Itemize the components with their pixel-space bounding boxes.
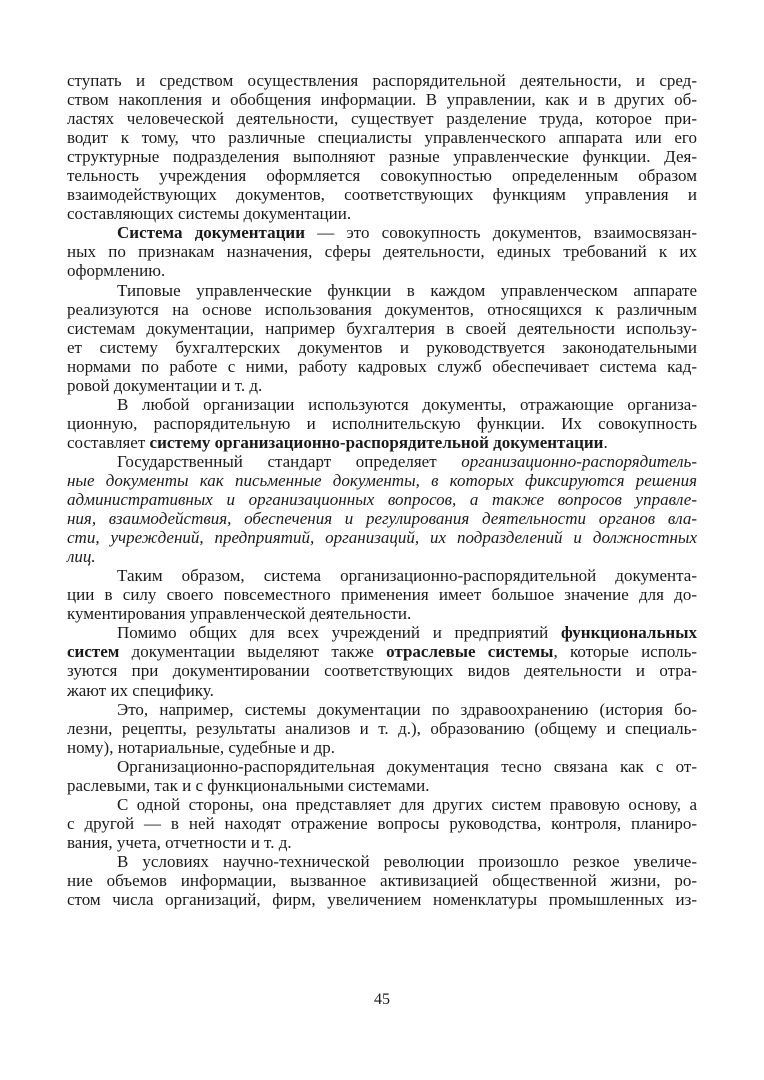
- text-segment: Типовые управленческие функции в каждом управленческом аппарате: [117, 280, 697, 300]
- text-line: [67, 185, 697, 204]
- text-line: [67, 281, 697, 300]
- text-segment: С одной стороны, она представляет для других систем правовую основу, а: [117, 794, 697, 814]
- text-segment: структурные подразделения выполняют разные управленческие функции. Дея-: [67, 147, 697, 167]
- text-line: [67, 719, 697, 738]
- text-line: [67, 376, 697, 395]
- text-line: [67, 300, 697, 319]
- text-segment: , которые исполь-: [553, 642, 697, 662]
- text-line: [67, 261, 697, 280]
- text-segment: зуются при документировании соответствующих видов деятельности и отра-: [67, 661, 697, 681]
- text-segment: составляющих системы документации.: [67, 204, 352, 224]
- bold-term: отраслевые системы: [386, 642, 554, 662]
- text-line: [67, 357, 697, 376]
- text-segment: реализуются на основе использования документов, относящихся к различным: [67, 299, 697, 319]
- paragraph: [67, 757, 697, 795]
- text-line: [67, 890, 697, 909]
- text-segment: раслевыми, так и с функциональными системами.: [67, 775, 430, 795]
- text-line: [67, 395, 697, 414]
- text-line: [67, 566, 697, 585]
- italic-text: ные документы как письменные документы, в которых фиксируются решения: [67, 470, 697, 490]
- paragraph: [67, 852, 697, 909]
- text-line: [67, 814, 697, 833]
- text-segment: Таким образом, система организационно-распорядительной документа-: [117, 566, 697, 586]
- text-segment: Это, например, системы документации по здравоохранению (история бо-: [117, 699, 697, 719]
- text-segment: системам документации, например бухгалтерия в своей деятельности использу-: [67, 318, 697, 338]
- text-segment: Государственный стандарт определяет: [117, 451, 462, 471]
- text-segment: В любой организации используются документы, отражающие организа-: [117, 394, 697, 414]
- text-line: [67, 433, 697, 452]
- text-segment: документации выделяют также: [119, 642, 387, 662]
- text-segment: жают их специфику.: [67, 680, 214, 700]
- paragraph: [67, 281, 697, 395]
- text-segment: нормами по работе с ними, работу кадровых служб обеспечивает система кад-: [67, 356, 697, 376]
- bold-term: систем: [67, 642, 120, 662]
- text-line: [67, 547, 697, 566]
- text-line: [67, 319, 697, 338]
- text-segment: вания, учета, отчетности и т. д.: [67, 832, 292, 852]
- text-segment: кументирования управленческой деятельности.: [67, 604, 412, 624]
- text-segment: — это совокупность документов, взаимосвязан-: [305, 223, 697, 243]
- italic-text: лиц.: [67, 547, 96, 567]
- text-line: [67, 757, 697, 776]
- bold-term: функциональных: [560, 623, 697, 643]
- text-segment: составляет: [67, 432, 150, 452]
- text-segment: ет систему бухгалтерских документов и руководствуется законодательными: [67, 337, 697, 357]
- italic-text: организационно-распорядитель-: [461, 451, 697, 471]
- text-segment: В условиях научно-технической революции произошло резкое увеличе-: [117, 851, 697, 871]
- text-segment: ных по признакам назначения, сферы деятельности, единых требований к их: [67, 242, 697, 262]
- text-line: [67, 223, 697, 242]
- text-line: [67, 528, 697, 547]
- text-line: [67, 509, 697, 528]
- text-line: [67, 661, 697, 680]
- italic-text: административных и организационных вопросов, а также вопросов управле-: [67, 490, 697, 510]
- text-segment: ластях человеческой деятельности, существует разделение труда, которое при-: [67, 109, 697, 129]
- text-line: [67, 338, 697, 357]
- paragraph: [67, 795, 697, 852]
- text-line: [67, 700, 697, 719]
- document-body: [67, 71, 697, 909]
- text-line: [67, 738, 697, 757]
- text-line: [67, 852, 697, 871]
- text-segment: оформлению.: [67, 261, 166, 281]
- paragraph: [67, 452, 697, 566]
- text-line: [67, 681, 697, 700]
- bold-term: Система документации: [117, 223, 305, 243]
- text-line: [67, 128, 697, 147]
- text-line: [67, 109, 697, 128]
- text-segment: ством накопления и обобщения информации. В управлении, как и в других об-: [67, 90, 697, 110]
- text-segment: ции в силу своего повсеместного применения имеет большое значение для до-: [67, 585, 697, 605]
- paragraph: [67, 566, 697, 623]
- paragraph: [67, 395, 697, 452]
- text-line: [67, 871, 697, 890]
- text-segment: .: [603, 432, 608, 452]
- text-line: [67, 71, 697, 90]
- italic-text: сти, учреждений, предприятий, организаций, их подразделений и должностных: [67, 528, 697, 548]
- text-line: [67, 147, 697, 166]
- text-segment: тельность учреждения оформляется совокупностью определенным образом: [67, 166, 697, 186]
- text-line: [67, 166, 697, 185]
- text-segment: взаимодействующих документов, соответствующих функциям управления и: [67, 185, 697, 205]
- text-segment: стом числа организаций, фирм, увеличением номенклатуры промышленных из-: [67, 890, 697, 910]
- text-line: [67, 452, 697, 471]
- text-segment: Помимо общих для всех учреждений и предприятий: [117, 623, 561, 643]
- text-line: [67, 242, 697, 261]
- text-line: [67, 490, 697, 509]
- text-line: [67, 833, 697, 852]
- text-segment: ровой документации и т. д.: [67, 375, 263, 395]
- text-segment: с другой — в ней находят отражение вопросы руководства, контроля, планиро-: [67, 813, 697, 833]
- text-line: [67, 90, 697, 109]
- text-line: [67, 623, 697, 642]
- paragraph: [67, 700, 697, 757]
- text-line: [67, 471, 697, 490]
- paragraph: [67, 623, 697, 699]
- bold-term: систему организационно-распорядительной документации: [149, 432, 604, 452]
- text-line: [67, 795, 697, 814]
- paragraph: [67, 223, 697, 280]
- text-segment: ному), нотариальные, судебные и др.: [67, 737, 335, 757]
- page-number: 45: [374, 991, 390, 1008]
- text-segment: водит к тому, что различные специалисты управленческого аппарата или его: [67, 128, 697, 148]
- text-line: [67, 604, 697, 623]
- text-segment: Организационно-распорядительная документация тесно связана как с от-: [117, 756, 697, 776]
- text-line: [67, 776, 697, 795]
- text-segment: ционную, распорядительную и исполнительскую функции. Их совокупность: [67, 413, 697, 433]
- paragraph: [67, 71, 697, 223]
- text-line: [67, 204, 697, 223]
- italic-text: ния, взаимодействия, обеспечения и регулирования деятельности органов вла-: [67, 509, 697, 529]
- text-segment: лезни, рецепты, результаты анализов и т. д.), образованию (общему и специаль-: [67, 718, 697, 738]
- text-line: [67, 642, 697, 661]
- text-line: [67, 414, 697, 433]
- text-segment: ступать и средством осуществления распорядительной деятельности, и сред-: [67, 71, 697, 90]
- text-line: [67, 585, 697, 604]
- text-segment: ние объемов информации, вызванное активизацией общественной жизни, ро-: [67, 870, 697, 890]
